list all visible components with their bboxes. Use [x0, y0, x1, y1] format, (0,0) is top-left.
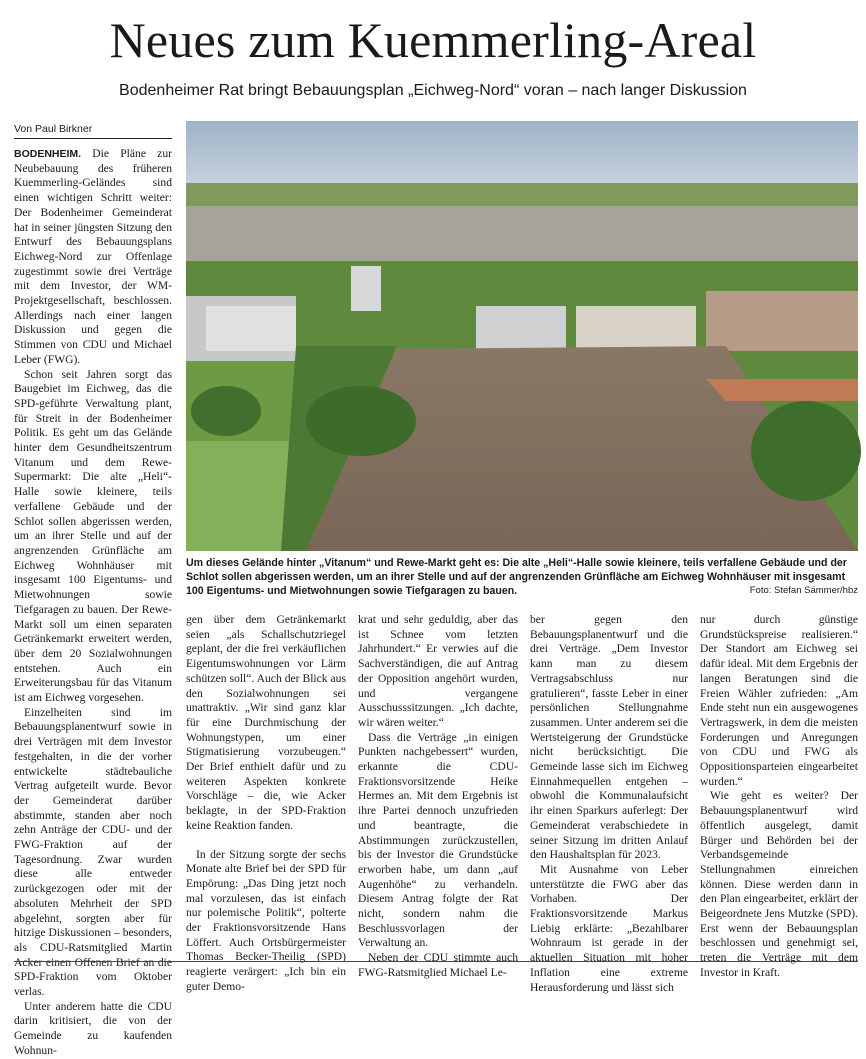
- byline: Von Paul Birkner: [14, 122, 172, 139]
- paragraph: In der Sitzung sorgte der sechs Monate alte Brief bei der SPD für Empörung: „Das Ding jetzt noch mal vorzulesen, das ist einfach nur polemische Politik“, polterte der Fraktionsvorsitzende Hans Löffert. Auch Ortsbürgermeister Thomas Becker-Theilig (SPD) reagierte verärgert: „Ich bin ein guter Demo-: [186, 847, 346, 993]
- text-column-5: [700, 613, 858, 979]
- subheadline: Bodenheimer Rat bringt Bebauungsplan „Eichweg-Nord“ voran – nach langer Diskussion: [119, 82, 747, 99]
- text-column-2: [186, 613, 346, 993]
- photo-credit: Foto: Stefan Sämmer/hbz: [744, 584, 858, 598]
- bottom-rule: [14, 961, 858, 962]
- paragraph: Wie geht es weiter? Der Bebauungsplanentwurf wird öffentlich ausgelegt, damit Bürger und Behörden bei der Verbandsgemeinde Stellungnahmen einreichen können. Diese werden dann in den Plan eingearbeitet, erklärt der Beigeordnete Jens Mutzke (SPD). Erst wenn der Bebauungsplan beschlossen und genehmigt sei, treten die Verträge mit dem Investor in Kraft.: [700, 789, 858, 979]
- text-column-1: [14, 147, 172, 1057]
- paragraph: ber gegen den Bebauungsplanentwurf und die drei Verträge. „Dem Investor kann man zu diesem Vertragsabschluss nur gratulieren“, fasste Leber in einer persönlichen Stellungnahme zusammen. Unter anderem sei die Wertsteigerung der Grundstücke nicht berücksichtigt. Die Gemeinde lasse sich im Eichweg Einnahmequellen entgehen – obwohl die Kommunalaufsicht ihr einen Sparkurs auferlegt: Der Gemeinderat verabschiedete in seiner Sitzung im dritten Anlauf den Haushaltsplan für 2023.: [530, 613, 688, 862]
- paragraph: Neben der CDU stimmte auch FWG-Ratsmitglied Michael Le-: [358, 951, 518, 979]
- paragraph: Mit Ausnahme von Leber unterstützte die FWG aber das Vorhaben. Der Fraktionsvorsitzende Markus Liebig erklärte: „Bezahlbarer Wohnraum ist gerade in der aktuellen Situation mit hoher Inflation eine extreme Herausforderung und lässt sich: [530, 862, 688, 994]
- text-column-4: [530, 613, 688, 994]
- photo-caption: Um dieses Gelände hinter „Vitanum“ und Rewe-Markt geht es: Die alte „Heli“-Halle sowie kleinere, teils verfallene Gebäude und der Schlot sollen abgerissen werden, um an ihrer Stelle und auf der angrenzenden Grünfläche am Eichweg Wohnhäuser mit insgesamt 100 Eigentums- und Mietwohnungen sowie Tiefgaragen zu bauen.: [186, 557, 847, 597]
- headline: Neues zum Kuemmerling-Areal: [109, 12, 757, 68]
- paragraph: gen über dem Getränkemarkt seien „als Schallschutzriegel geplant, der die frei verkäuflichen Eigentumswohnungen vor Lärm schützen soll“. Auch der Blick aus den Sozialwohnungen sei unattraktiv. „Wir sind ganz klar für eine Durchmischung der Wohnungstypen, um einer Stigmatisierung vorzubeugen.“ Der Brief enthielt dafür und zu weiteren Aspekten konkrete Vorschläge – die, wie Acker beklagte, in der SPD-Fraktion keine Reaktion fanden.: [186, 613, 346, 832]
- paragraph: nur durch günstige Grundstückspreise realisieren.“ Der Standort am Eichweg sei dafür ideal. Mit dem Ergebnis der langen Beratungen sind die Freien Wähler zufrieden: „Am Ende steht nun ein ausgewogenes Vertragswerk, in dem die meisten Forderungen und Anregungen von CDU und FWG als Oppositionsparteien eingearbeitet wurden.“: [700, 613, 858, 788]
- aerial-landscape-image: [186, 121, 858, 551]
- dateline: BODENHEIM.: [14, 148, 82, 160]
- paragraph: Unter anderem hatte die CDU darin kritisiert, die von der Gemeinde zu kaufenden Wohnun-: [14, 999, 172, 1057]
- paragraph-text: Die Pläne zur Neubebauung des früheren Kuemmerling-Geländes sind einen wichtigen Schritt weiter: Der Bodenheimer Gemeinderat hat in seiner jüngsten Sitzung den Entwurf des Bebauungsplans Eichweg-Nord zur Offenlage zugestimmt sowie drei Verträge mit dem Investor, der WM-Projektgesellschaft, beschlossen. Allerdings nach einer langen Diskussion und gegen die Stimmen von CDU und Michael Leber (FWG).: [14, 147, 172, 366]
- aerial-photo: [186, 121, 858, 551]
- paragraph: [14, 147, 172, 368]
- paragraph: Einzelheiten sind im Bebauungsplanentwurf sowie in drei Verträgen mit dem Investor festgehalten, in die der vorher entwickelte städtebauliche Vertrag aufgeteilt wurde. Bevor der Gemeinderat darüber abstimmte, standen aber noch zehn Anträge der CDU- und der FWG-Fraktion auf der Tagesordnung. Zwar wurden diese alle entweder zurückgezogen oder mit der absoluten Mehrheit der SPD abgelehnt, sorgten aber für hitzige Diskussionen – besonders, als CDU-Ratsmitglied Martin Acker einen Offenen Brief an die SPD-Fraktion vom Oktober verlas.: [14, 705, 172, 999]
- text-column-3: [358, 613, 518, 979]
- paragraph: Dass die Verträge „in einigen Punkten nachgebessert“ wurden, erkannte die CDU-Fraktionsvorsitzende Heike Hermes an. Mit dem Ergebnis ist ihre Partei dennoch unzufrieden und beantragte, die Abstimmungen zurückzustellen, bis der Investor die Grundstücke erworben habe, um dann „auf Augenhöhe“ zu verhandeln. Diesem Antrag folgte der Rat nicht, sondern nahm die Beschlussvorlagen der Verwaltung an.: [358, 730, 518, 950]
- paragraph: Schon seit Jahren sorgt das Baugebiet im Eichweg, das die SPD-geführte Verwaltung plant, für Streit in der Bodenheimer Politik. Es geht um das Gelände hinter dem Gesundheitszentrum Vitanum und dem Rewe-Supermarkt: Die alte „Heli“-Halle sowie kleinere, teils verfallene Gebäude und der Schlot sollen abgerissen werden, um an ihrer Stelle und auf der angrenzenden Grünfläche am Eichweg Wohnhäuser mit insgesamt 100 Eigentums- und Mietwohnungen sowie Tiefgaragen zu bauen. Der Rewe-Markt soll um einen separaten Getränkemarkt erweitert werden, über dem 20 Sozialwohnungen entstehen. Auch ein Erweiterungsbau für das Vitanum ist am Eichweg vorgesehen.: [14, 367, 172, 705]
- paragraph: krat und sehr geduldig, aber das ist Schnee vom letzten Jahrhundert.“ Er verwies auf die Sachverständigen, die auf Antrag der Opposition angehört wurden, und vergangene Ausschusssitzungen. „Ich dachte, wir wären weiter.“: [358, 613, 518, 729]
